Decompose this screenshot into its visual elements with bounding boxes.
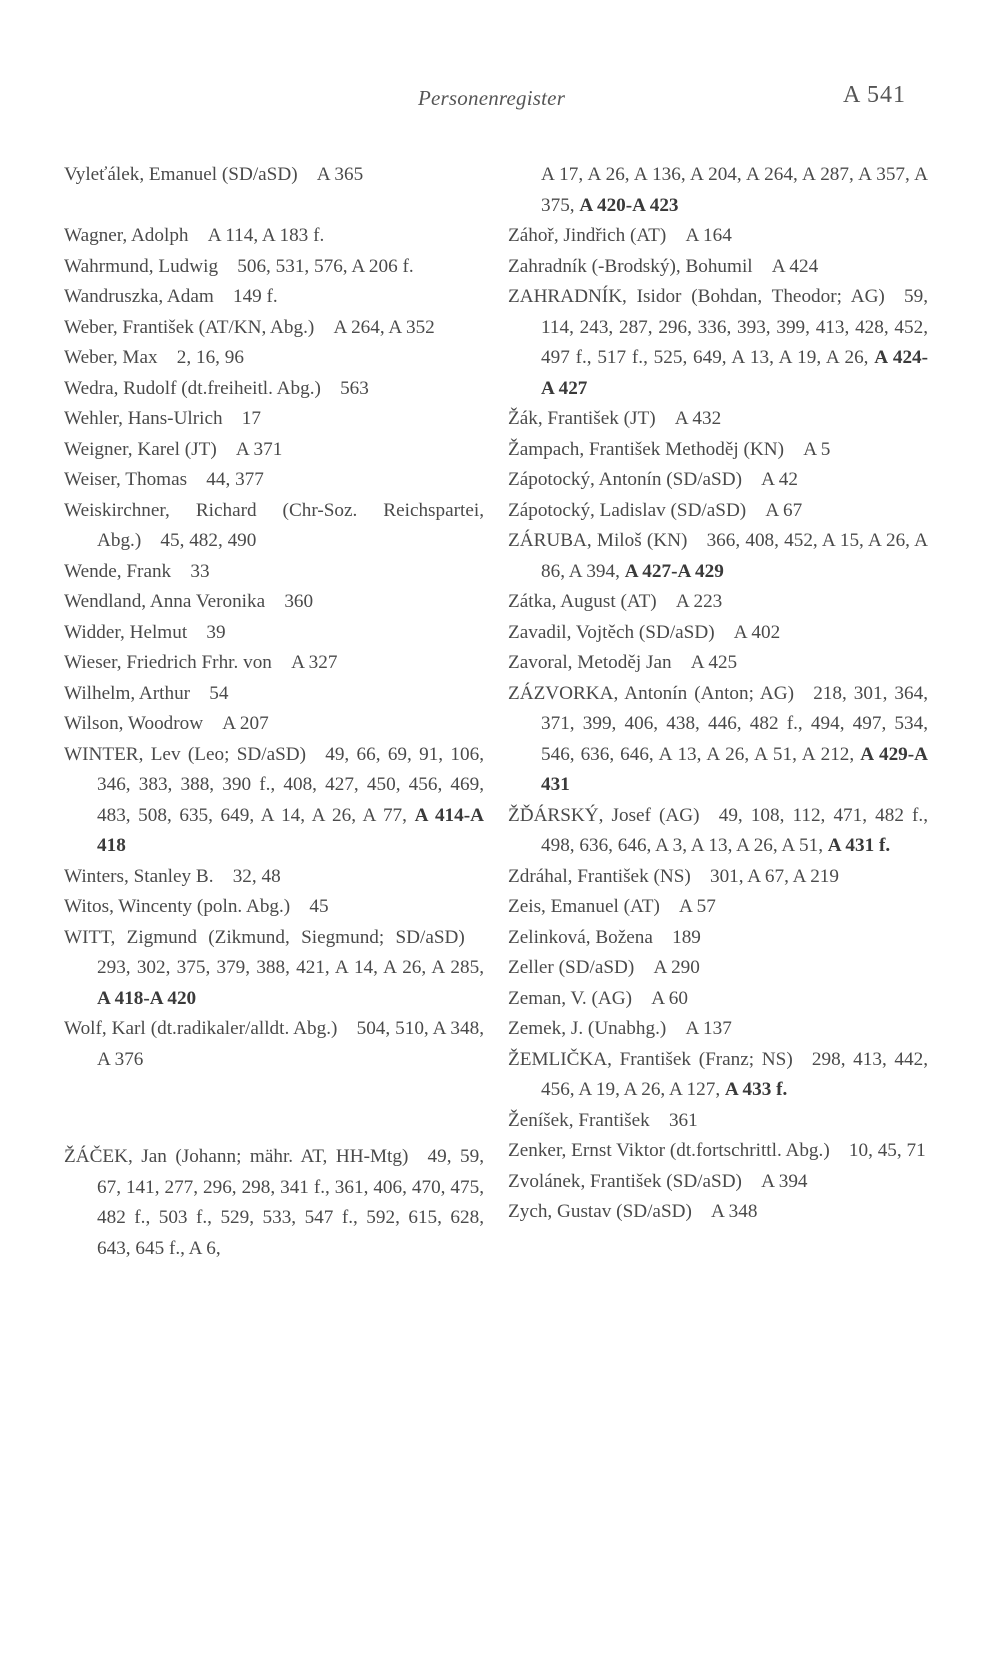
index-entry — [508, 282, 928, 404]
index-entry — [64, 374, 484, 405]
entry-pages: A 327 — [291, 652, 338, 673]
entry-pages: 45, 482, 490 — [160, 530, 257, 551]
entry-pages: 361 — [668, 1109, 698, 1131]
entry-pages: 298, 413, 442, 456, A 19, A 26, A 127, — [541, 1048, 929, 1100]
entry-pages: 32, 48 — [232, 865, 281, 887]
entry-name: Žák, František (JT) — [508, 408, 656, 429]
entry-pages: A 290 — [653, 957, 700, 978]
entry-pages: 17 — [241, 408, 261, 429]
entry-pages: A 5 — [803, 438, 831, 460]
entry-pages: A 42 — [761, 469, 798, 490]
index-entry — [64, 618, 484, 649]
entry-name: Zeis, Emanuel (AT) — [508, 896, 660, 917]
entry-pages: 293, 302, 375, 379, 388, 421, A 14, A 26, A 285, — [97, 957, 484, 978]
entry-pages: 506, 531, 576, A 206 f. — [237, 255, 414, 277]
entry-pages: 33 — [190, 560, 210, 582]
entry-pages: A 17, A 26, A 136, A 204, A 264, A 287, A 357, A 375, — [541, 164, 928, 216]
entry-name: Záhoř, Jindřich (AT) — [508, 225, 667, 246]
entry-pages: 2, 16, 96 — [176, 347, 244, 368]
entry-name: WINTER, Lev (Leo; SD/aSD) — [64, 743, 307, 765]
index-entry — [508, 496, 928, 527]
index-entry — [64, 709, 484, 740]
entry-name: ŽÁČEK, Jan (Johann; mähr. AT, HH-Mtg) — [64, 1146, 409, 1167]
entry-name: Wende, Frank — [64, 560, 172, 582]
entry-pages: 504, 510, A 348, A 376 — [97, 1018, 484, 1070]
index-entry — [64, 404, 484, 435]
entry-pages: 149 f. — [232, 286, 278, 307]
entry-name: Wahrmund, Ludwig — [64, 255, 219, 277]
entry-main-pages: A 414-A 418 — [97, 804, 484, 856]
entry-main-pages: A 433 f. — [724, 1079, 788, 1100]
index-entry — [508, 618, 928, 649]
entry-name: Zápotocký, Antonín (SD/aSD) — [508, 469, 742, 490]
entry-pages: A 57 — [679, 896, 716, 917]
entry-main-pages: A 424-A 427 — [541, 347, 929, 399]
entry-name: Wagner, Adolph — [64, 225, 189, 246]
entry-name: Vyleťálek, Emanuel (SD/aSD) — [64, 164, 298, 185]
entry-name: ZÁRUBA, Miloš (KN) — [508, 530, 688, 551]
entry-pages: 563 — [340, 377, 369, 399]
entry-pages: A 402 — [733, 621, 781, 643]
entry-pages: A 114, A 183 f. — [207, 225, 325, 246]
entry-name: Zahradník (-Brodský), Bohumil — [508, 255, 753, 277]
index-entry — [64, 587, 484, 618]
entry-pages: 44, 377 — [206, 469, 264, 490]
index-entry — [64, 740, 484, 862]
entry-name: Wedra, Rudolf (dt.freiheitl. Abg.) — [64, 377, 321, 399]
entry-pages: 49, 59, 67, 141, 277, 296, 298, 341 f., 361, 406, 470, 475, 482 f., 503 f., 529, 533, 547 f., 592, 615, 628, 643, 645 f., A 6, — [97, 1146, 485, 1259]
index-entry — [508, 160, 928, 221]
index-entry — [508, 648, 928, 679]
entry-pages: A 424 — [771, 255, 819, 277]
entry-pages: 189 — [672, 926, 701, 948]
entry-pages: A 164 — [685, 225, 732, 246]
entry-main-pages: A 429-A 431 — [541, 743, 929, 795]
index-entry — [508, 984, 928, 1015]
entry-name: ZÁZVORKA, Antonín (Anton; AG) — [508, 682, 794, 704]
entry-pages: A 223 — [675, 591, 723, 612]
entry-name: Wilhelm, Arthur — [64, 682, 191, 704]
entry-name: Winters, Stanley B. — [64, 865, 214, 887]
entry-name: ŽEMLIČKA, František (Franz; NS) — [508, 1048, 793, 1070]
entry-name: Weiskirchner, Richard (Chr-Soz. Reichspartei, Abg.) — [64, 499, 484, 551]
entry-name: Zelinková, Božena — [508, 926, 653, 948]
entry-pages: 54 — [209, 682, 229, 704]
index-entry — [508, 801, 928, 862]
entry-name: Žampach, František Methoděj (KN) — [508, 438, 785, 460]
index-entry — [64, 282, 484, 313]
index-entry — [508, 404, 928, 435]
entry-pages: A 207 — [222, 713, 269, 734]
entry-pages: 218, 301, 364, 371, 399, 406, 438, 446, 482 f., 494, 497, 534, 546, 636, 646, A 13, A 26, A 51, A 212, — [541, 682, 928, 765]
index-entry — [508, 526, 928, 587]
entry-pages: 366, 408, 452, A 15, A 26, A 86, A 394, — [541, 530, 928, 582]
entry-name: Weber, František (AT/KN, Abg.) — [64, 316, 315, 338]
index-entry — [508, 1136, 928, 1167]
entry-pages: 49, 66, 69, 91, 106, 346, 383, 388, 390 f., 408, 427, 450, 456, 469, 483, 508, 635, 649, A 14, A 26, A 77, — [97, 743, 485, 826]
index-entry — [64, 1142, 484, 1264]
entry-name: Wandruszka, Adam — [64, 286, 214, 307]
entry-pages: A 60 — [651, 987, 688, 1009]
index-entry — [64, 221, 484, 252]
entry-name: Wendland, Anna Veronika — [64, 591, 266, 612]
entry-pages: A 432 — [674, 408, 722, 429]
running-title: Personenregister — [418, 86, 566, 110]
entry-pages: 39 — [206, 621, 226, 643]
page-number: A 541 — [842, 82, 906, 108]
index-entry — [508, 1014, 928, 1045]
entry-main-pages: A 427-A 429 — [624, 560, 724, 582]
index-column-left — [64, 160, 484, 1264]
index-entry — [508, 465, 928, 496]
entry-pages: A 371 — [235, 438, 283, 460]
index-entry — [508, 435, 928, 466]
index-entry — [64, 862, 484, 893]
index-entry — [64, 313, 484, 344]
entry-name: Weber, Max — [64, 347, 158, 368]
index-entry — [64, 679, 484, 710]
index-entry — [508, 1167, 928, 1198]
entry-name: Zavoral, Metoděj Jan — [508, 652, 672, 673]
entry-pages: 301, A 67, A 219 — [709, 865, 839, 887]
index-entry — [64, 465, 484, 496]
entry-pages: A 365 — [316, 164, 364, 185]
entry-name: Zeller (SD/aSD) — [508, 957, 635, 978]
entry-pages: A 394 — [761, 1170, 808, 1192]
entry-name: Zavadil, Vojtěch (SD/aSD) — [508, 621, 715, 643]
index-entry — [508, 892, 928, 923]
entry-name: Weigner, Karel (JT) — [64, 438, 217, 460]
entry-name: Widder, Helmut — [64, 621, 188, 643]
entry-name: Witos, Wincenty (poln. Abg.) — [64, 896, 291, 917]
index-entry — [508, 1197, 928, 1228]
entry-pages: 45 — [309, 896, 329, 917]
index-entry — [64, 252, 484, 283]
index-entry — [508, 679, 928, 801]
index-entry — [508, 1045, 928, 1106]
index-entry — [508, 252, 928, 283]
index-entry — [64, 343, 484, 374]
entry-main-pages: A 431 f. — [827, 835, 891, 856]
entry-pages: A 425 — [690, 652, 738, 673]
index-entry — [508, 221, 928, 252]
entry-name: Weiser, Thomas — [64, 469, 188, 490]
entry-name: Zátka, August (AT) — [508, 591, 657, 612]
entry-pages: 59, 114, 243, 287, 296, 336, 393, 399, 413, 428, 452, 497 f., 517 f., 525, 649, A 13, A 19, A 26, — [541, 286, 928, 368]
entry-name: Ženíšek, František — [508, 1109, 650, 1131]
entry-name: Wieser, Friedrich Frhr. von — [64, 652, 272, 673]
page-header — [0, 82, 1000, 118]
index-entry — [64, 160, 484, 191]
index-entry — [64, 496, 484, 557]
entry-name: WITT, Zigmund (Zikmund, Siegmund; SD/aSD) — [64, 926, 465, 948]
index-entry — [64, 892, 484, 923]
entry-name: Wilson, Woodrow — [64, 713, 204, 734]
index-entry — [508, 862, 928, 893]
section-gap — [64, 191, 484, 222]
entry-pages: A 137 — [685, 1018, 732, 1039]
entry-name: Zenker, Ernst Viktor (dt.fortschrittl. Abg.) — [508, 1140, 830, 1161]
entry-pages: 10, 45, 71 — [848, 1140, 926, 1161]
entry-pages: 360 — [284, 591, 314, 612]
index-entry — [64, 1014, 484, 1075]
entry-pages: A 264, A 352 — [333, 316, 435, 338]
entry-name: Zych, Gustav (SD/aSD) — [508, 1201, 692, 1222]
index-column-right — [508, 160, 928, 1228]
entry-name: Zápotocký, Ladislav (SD/aSD) — [508, 499, 747, 521]
entry-name: Wolf, Karl (dt.radikaler/alldt. Abg.) — [64, 1018, 338, 1039]
entry-name: Wehler, Hans-Ulrich — [64, 408, 223, 429]
entry-name: Zdráhal, František (NS) — [508, 865, 691, 887]
section-gap — [64, 1075, 484, 1142]
entry-name: Zeman, V. (AG) — [508, 987, 632, 1009]
index-entry — [64, 557, 484, 588]
entry-name: Zemek, J. (Unabhg.) — [508, 1018, 667, 1039]
entry-main-pages: A 418-A 420 — [97, 987, 197, 1009]
index-entry — [508, 953, 928, 984]
index-entry — [64, 648, 484, 679]
entry-pages: 49, 108, 112, 471, 482 f., 498, 636, 646, A 3, A 13, A 26, A 51, — [541, 804, 928, 856]
entry-pages: A 67 — [765, 499, 803, 521]
index-entry — [508, 1106, 928, 1137]
entry-name: ZAHRADNÍK, Isidor (Bohdan, Theodor; AG) — [508, 286, 885, 307]
index-entry — [508, 923, 928, 954]
index-entry — [64, 923, 484, 1015]
index-entry — [508, 587, 928, 618]
index-entry — [64, 435, 484, 466]
entry-main-pages: A 420-A 423 — [579, 194, 679, 216]
entry-name: Zvolánek, František (SD/aSD) — [508, 1170, 742, 1192]
entry-pages: A 348 — [711, 1201, 758, 1222]
entry-name: ŽĎÁRSKÝ, Josef (AG) — [508, 804, 700, 826]
